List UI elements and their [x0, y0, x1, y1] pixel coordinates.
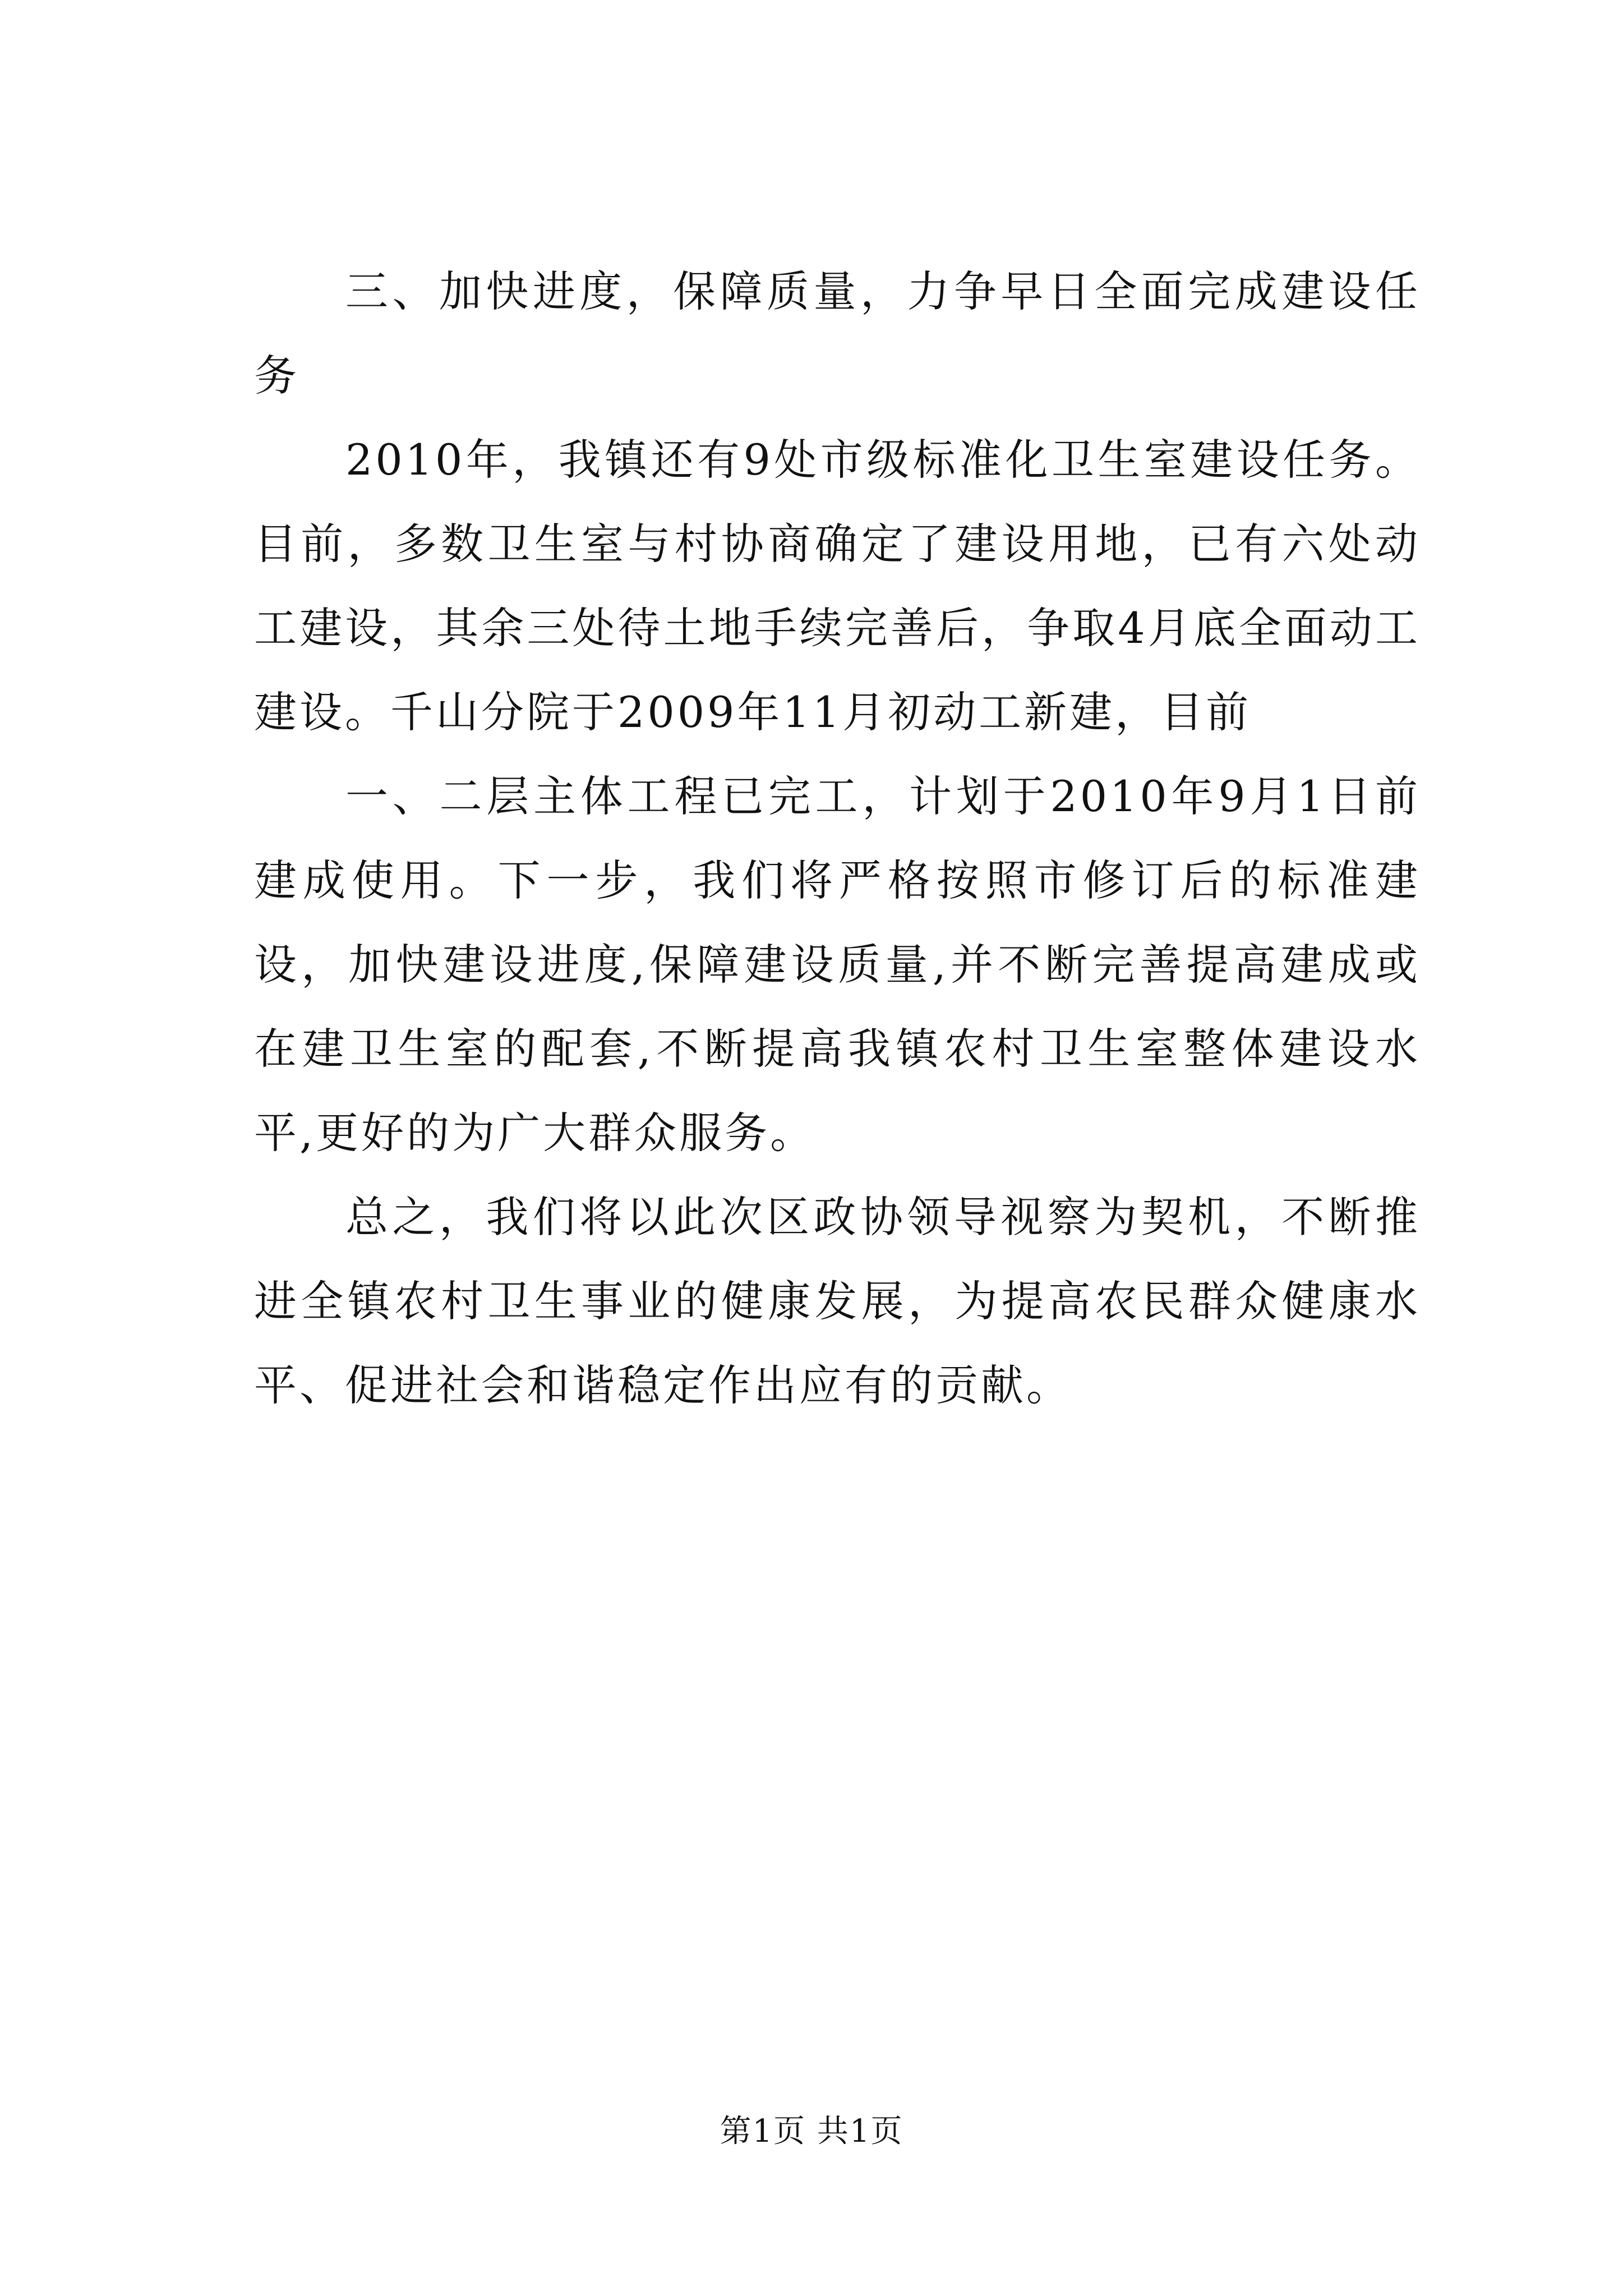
paragraph-progress: 2010年，我镇还有9处市级标准化卫生室建设任务。目前，多数卫生室与村协商确定了建设用地，已有六处动工建设，其余三处待土地手续完善后，争取4月底全面动工建设。千山分院于2009年11月初动工新建，目前	[254, 435, 1421, 737]
section-heading: 三、加快进度，保障质量，力争早日全面完成建设任务	[254, 266, 1421, 401]
document-body	[254, 250, 1421, 1428]
paragraph-conclusion: 总之，我们将以此次区政协领导视察为契机，不断推进全镇农村卫生事业的健康发展，为提高农民群众健康水平、促进社会和谐稳定作出应有的贡献。	[254, 1192, 1421, 1410]
paragraph-plan: 一、二层主体工程已完工，计划于2010年9月1日前建成使用。下一步，我们将严格按照市修订后的标准建设，加快建设进度,保障建设质量,并不断完善提高建成或在建卫生室的配套,不断提高我镇农村卫生室整体建设水平,更好的为广大群众服务。	[254, 771, 1421, 1158]
page-number-footer: 第1页 共1页	[720, 2113, 903, 2150]
